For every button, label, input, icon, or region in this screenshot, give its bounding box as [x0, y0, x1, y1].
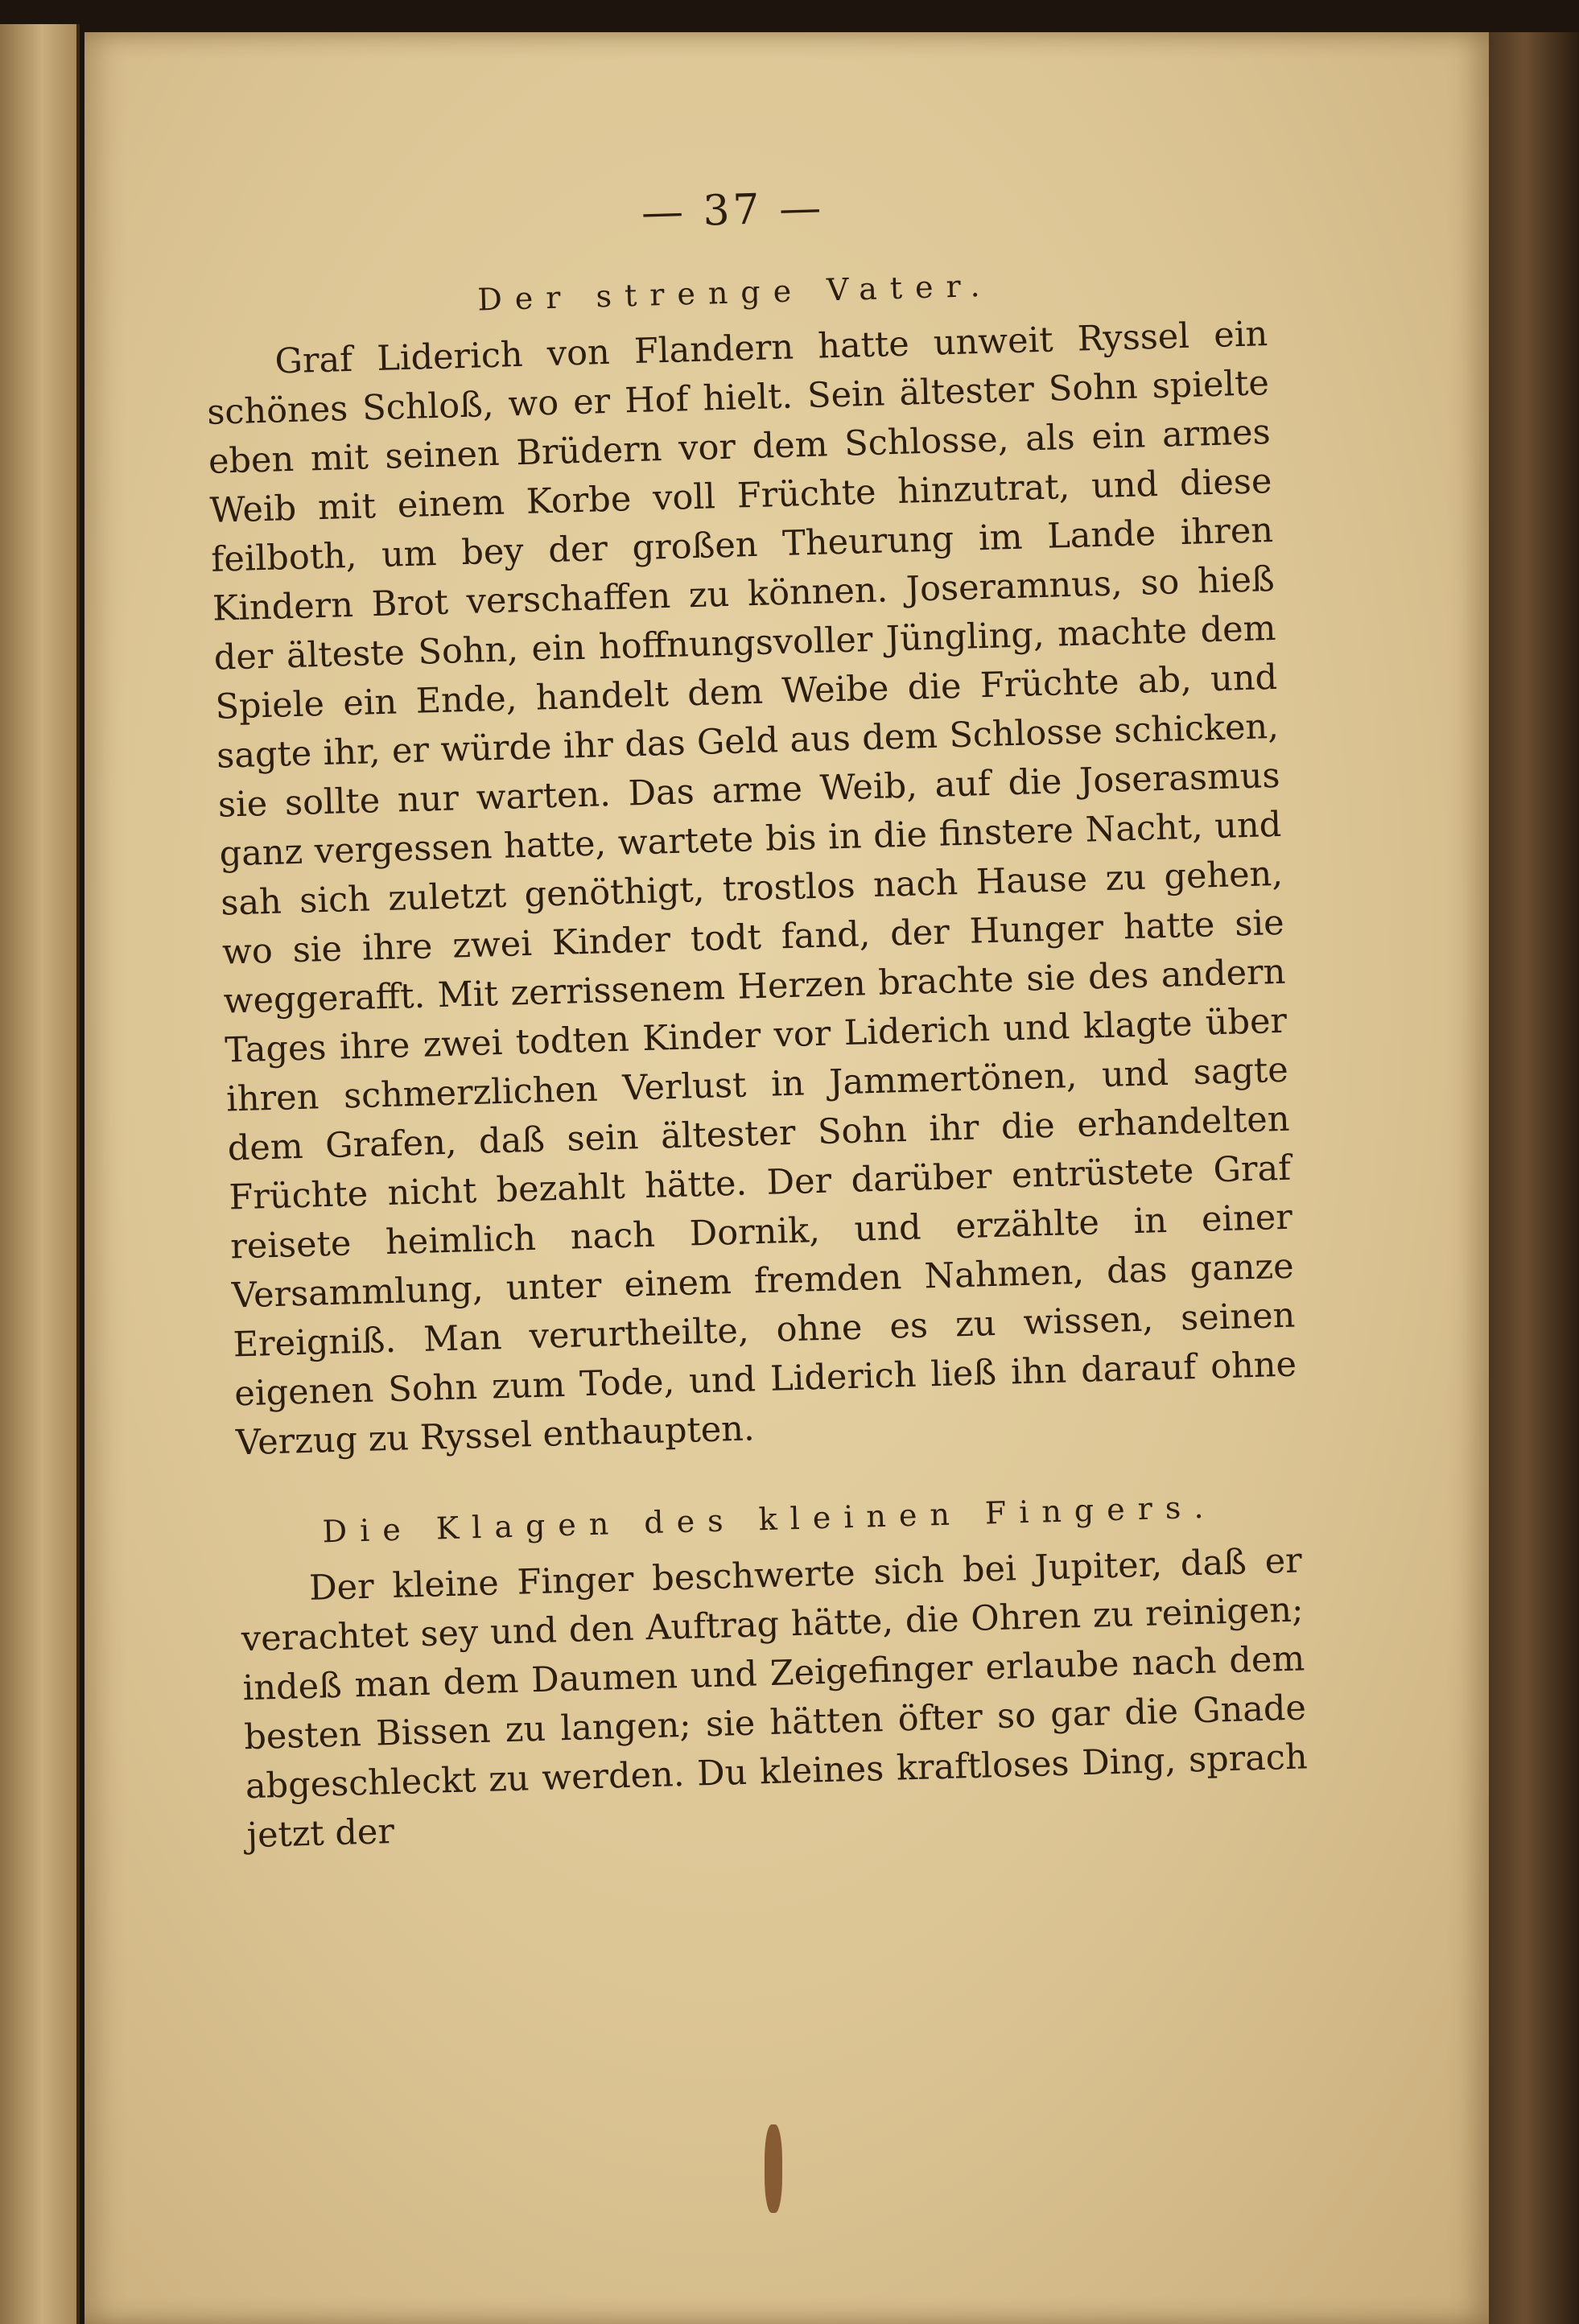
page-text — [201, 171, 1309, 1860]
ink-stain — [765, 2124, 782, 2213]
section-title: Die Klagen des kleinen Fingers. — [322, 1489, 1217, 1550]
section-body: Graf Liderich von Flandern hatte unweit Ryssel ein schönes Schloß, wo er Hof hielt. Sein ältester Sohn spielte eben mit seinen Brüdern vor dem Schlosse, als ein armes Weib mit einem Korbe voll Früchte hinzutrat, und diese feilboth, um bey der großen Theurung im Lande ihren Kindern Brot verschaffen zu können. Joseramnus, so hieß der älteste Sohn, ein hoffnungsvoller Jüngling, machte dem Spiele ein Ende, handelt dem Weibe die Früchte ab, und sagte ihr, er würde ihr das Geld aus dem Schlosse schicken, sie sollte nur warten. Das arme Weib, auf die Joserasmus ganz vergessen hatte, wartete bis in die finstere Nacht, und sah sich zuletzt genöthigt, trostlos nach Hause zu gehen, wo sie ihre zwei Kinder todt fand, der Hunger hatte sie weggerafft. Mit zerrissenem Herzen brachte sie des andern Tages ihre zwei todten Kinder vor Liderich und klagte über ihren schmerzlichen Verlust in Jammertönen, und sagte dem Grafen, daß sein ältester Sohn ihr die erhandelten Früchte nicht bezahlt hätte. Der darüber entrüstete Graf reisete heimlich nach Dornik, und erzählte in einer Versammlung, unter einem fremden Nahmen, das ganze Ereigniß. Man verurtheilte, ohne es zu wissen, seinen eigenen Sohn zum Tode, und Liderich ließ ihn darauf ohne Verzug zu Ryssel enthaupten. — [206, 314, 1297, 1464]
section-title: Der strenge Vater. — [476, 267, 994, 318]
page-stack-edge — [1489, 32, 1579, 2324]
left-page-edge — [0, 24, 80, 2324]
section-body: Der kleine Finger beschwerte sich bei Jupiter, daß er verachtet sey und den Auftrag hätte, die Ohren zu reinigen; indeß man dem Daumen und Zeigefinger erlaube nach dem besten Bissen zu langen; sie hätten öfter so gar die Gnade abgeschleckt zu werden. Du kleines kraftloses Ding, sprach jetzt der — [241, 1540, 1309, 1856]
page-number: — 37 — — [641, 183, 825, 237]
